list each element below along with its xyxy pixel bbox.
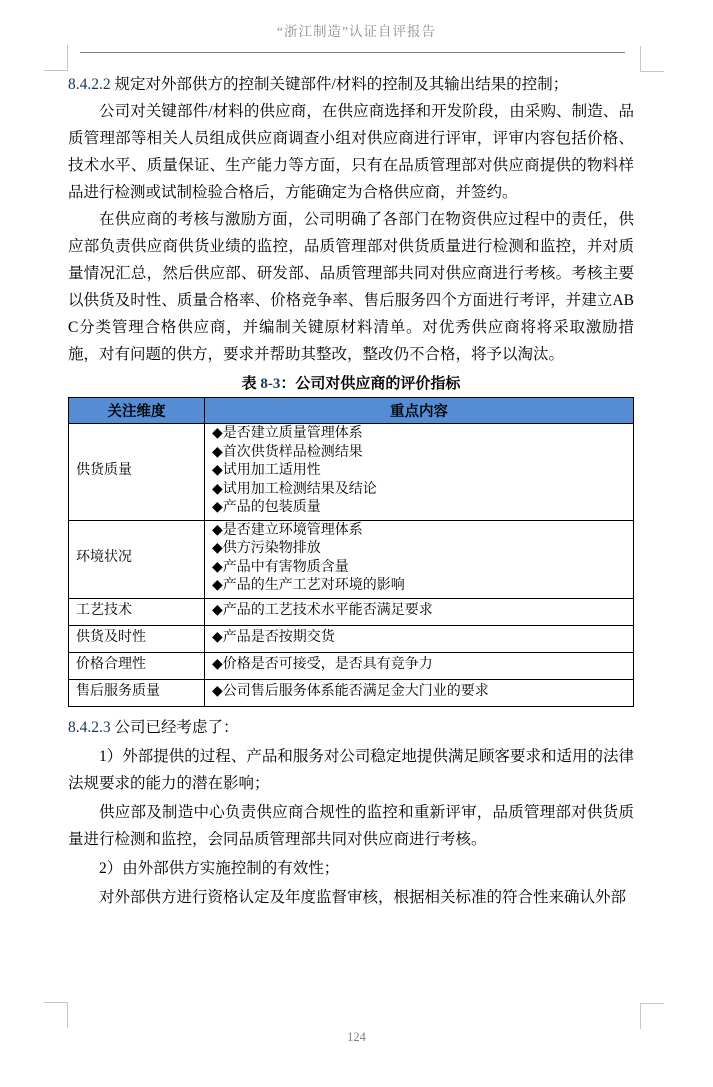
table-caption-text: ：公司对供应商的评价指标 [280,376,461,392]
bullet-item: ◆产品是否按期交货 [212,629,335,645]
crop-mark-top-left [44,45,68,71]
crop-mark-bottom-right [640,1003,664,1029]
section-8422-number: 8.4.2.2 [68,76,111,93]
dimension-cell: 环境状况 [69,520,205,598]
paragraph-external-audit: 对外部供方进行资格认定及年度监督审核，根据相关标准的符合性来确认外部 [99,888,627,906]
content-cell [205,625,634,652]
section-8423-heading [68,714,634,741]
crop-mark-top-right [640,46,664,72]
page-header-title: “浙江制造”认证自评报告 [277,24,436,39]
dimension-cell: 价格合理性 [69,652,205,679]
section-8422-heading-text: 规定对外部供方的控制关键部件/材料的控制及其输出结果的控制； [114,76,569,93]
bullet-item: ◆产品的包装质量 [212,500,321,515]
list-item-1: 1）外部提供的过程、产品和服务对公司稳定地提供满足顾客要求和适用的法律法规要求的能力的潜在影响； [68,747,634,792]
list-item-2: 2）由外部供方实施控制的有效性； [99,859,340,877]
bullet-item: ◆试用加工检测结果及结论 [212,481,377,497]
table-row [69,598,634,625]
dimension-cell: 供货及时性 [69,625,205,652]
dimension-cell: 工艺技术 [69,598,205,625]
crop-mark-bottom-left [44,1002,68,1028]
supplier-evaluation-table [68,397,634,707]
bullet-item: ◆是否建立质量管理体系 [212,426,363,441]
section-8423 [68,714,634,911]
bullet-item: ◆是否建立环境管理体系 [212,522,363,538]
table-row [69,625,634,652]
table-row [69,679,634,706]
table-row [69,652,634,679]
paragraph-compliance-monitoring: 供应部及制造中心负责供应商合规性的监控和重新评审，品质管理部对供货质量进行检测和监控，会同品质管理部共同对供应商进行考核。 [68,803,634,848]
bullet-item: ◆价格是否可接受，是否具有竞争力 [212,656,433,672]
page-number: 124 [347,1030,366,1044]
bullet-item: ◆首次供货样品检测结果 [212,444,363,460]
bullet-item: ◆产品的工艺技术水平能否满足要求 [212,602,433,618]
table-row [69,520,634,598]
table-caption-number: 8-3 [260,376,281,392]
content-cell [205,424,634,521]
dimension-cell: 供货质量 [69,424,205,521]
paragraph-supplier-selection: 公司对关键部件/材料的供应商，在供应商选择和开发阶段，由采购、制造、品质管理部等相关人员组成供应商调查小组对供应商进行评审，评审内容包括价格、技术水平、质量保证、生产能力等方面，只有在品质管理部对供应商提供的物料样品进行检测或试制检验合格后，方能确定为合格供应商，并签约。 [68,103,634,201]
column-header-dimension: 关注维度 [69,398,205,424]
table-row [69,424,634,521]
column-header-content: 重点内容 [205,398,634,424]
header-divider-line [80,52,625,53]
bullet-item: ◆产品中有害物质含量 [212,559,349,575]
section-8423-number: 8.4.2.3 [68,718,111,736]
table-caption [68,371,634,397]
content-cell [205,520,634,598]
bullet-item: ◆试用加工适用性 [212,463,321,478]
table-caption-prefix: 表 [241,376,261,392]
section-8423-heading-text: 公司已经考虑了： [114,718,239,736]
content-cell [205,652,634,679]
content-cell [205,598,634,625]
section-8422-heading [68,71,634,98]
dimension-cell: 售后服务质量 [69,679,205,706]
table-header-row [69,398,634,424]
bullet-item: ◆产品的生产工艺对环境的影响 [212,578,405,593]
bullet-item: ◆供方污染物排放 [212,541,321,556]
paragraph-supplier-assessment: 在供应商的考核与激励方面，公司明确了各部门在物资供应过程中的责任，供应部负责供应商供货业绩的监控，品质管理部对供货质量进行检测和监控，并对质量情况汇总，然后供应部、研发部、品质管理部共同对供应商进行考核。考核主要以供货及时性、质量合格率、价格竞争率、售后服务四个方面进行考评，并建立ABC分类管理合格供应商，并编制关键原材料清单。对优秀供应商将将采取激励措施，对有问题的供方，要求并帮助其整改，整改仍不合格，将予以淘汰。 [68,211,634,363]
document-content [68,71,634,911]
content-cell [205,679,634,706]
bullet-item: ◆公司售后服务体系能否满足金大门业的要求 [212,683,489,699]
evaluation-table-body [69,424,634,707]
